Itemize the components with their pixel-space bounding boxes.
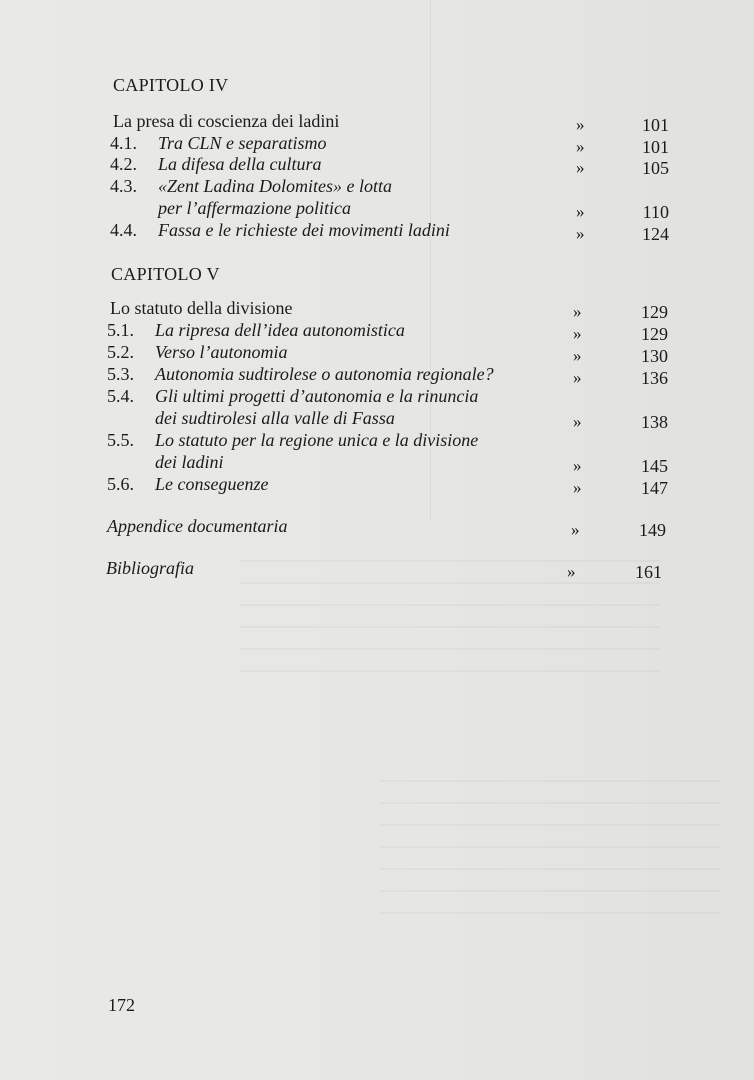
toc-entry — [0, 364, 754, 386]
toc-entry-title: dei sudtirolesi alla valle di Fassa — [155, 408, 395, 428]
toc-entry-title: La difesa della cultura — [158, 154, 322, 174]
toc-entry-bibliography — [0, 558, 754, 580]
toc-separator: » — [576, 158, 585, 177]
toc-entry — [0, 154, 754, 176]
page-number-footer: 172 — [108, 995, 135, 1015]
toc-entry — [0, 342, 754, 364]
toc-entry-title: Lo statuto della divisione — [110, 298, 293, 318]
toc-entry-title: Le conseguenze — [155, 474, 269, 494]
toc-section-number: 5.3. — [107, 364, 134, 384]
toc-page-number: 129 — [641, 324, 668, 344]
chapter-heading: CAPITOLO IV — [113, 75, 229, 95]
toc-entry-title: Fassa e le richieste dei movimenti ladini — [158, 220, 450, 240]
chapter-heading: CAPITOLO V — [111, 264, 220, 284]
toc-page-number: 161 — [635, 562, 662, 582]
toc-entry-title: Lo statuto per la regione unica e la divisione — [155, 430, 479, 450]
toc-separator: » — [573, 346, 582, 365]
toc-entry-title: per l’affermazione politica — [158, 198, 351, 218]
toc-separator: » — [567, 562, 576, 581]
toc-entry-title: Verso l’autonomia — [155, 342, 288, 362]
toc-page-number: 136 — [641, 368, 668, 388]
toc-separator: » — [573, 368, 582, 387]
toc-entry — [0, 386, 754, 408]
toc-entry — [0, 176, 754, 198]
toc-entry — [0, 133, 754, 155]
toc-section-number: 5.1. — [107, 320, 134, 340]
bleed-through-block — [380, 780, 720, 920]
toc-entry-title: Gli ultimi progetti d’autonomia e la rinuncia — [155, 386, 479, 406]
toc-separator: » — [573, 412, 582, 431]
toc-separator: » — [573, 456, 582, 475]
toc-page-number: 147 — [641, 478, 668, 498]
toc-separator: » — [576, 137, 585, 156]
toc-page-number: 149 — [639, 520, 666, 540]
toc-section-number: 4.3. — [110, 176, 137, 196]
toc-page-number: 129 — [641, 302, 668, 322]
toc-entry — [0, 430, 754, 452]
toc-page-number: 130 — [641, 346, 668, 366]
toc-entry-continuation — [0, 452, 754, 474]
toc-separator: » — [576, 224, 585, 243]
toc-section-number: 5.2. — [107, 342, 134, 362]
toc-separator: » — [576, 115, 585, 134]
toc-entry-title: La presa di coscienza dei ladini — [113, 111, 340, 131]
toc-page-number: 110 — [642, 202, 669, 222]
toc-section-number: 4.1. — [110, 133, 137, 153]
toc-page-number: 101 — [642, 137, 669, 157]
toc-entry-title: dei ladini — [155, 452, 224, 472]
toc-entry — [0, 474, 754, 496]
toc-entry-title: Tra CLN e separatismo — [158, 133, 327, 153]
toc-entry-title: Autonomia sudtirolese o autonomia regionale? — [155, 364, 494, 384]
toc-section-number: 5.4. — [107, 386, 134, 406]
toc-section-number: 4.2. — [110, 154, 137, 174]
toc-entry — [0, 298, 754, 320]
toc-entry-continuation — [0, 198, 754, 220]
toc-separator: » — [573, 478, 582, 497]
toc-separator: » — [573, 302, 582, 321]
toc-entry-title: Bibliografia — [106, 558, 195, 578]
toc-section-number: 4.4. — [110, 220, 137, 240]
toc-entry — [0, 320, 754, 342]
toc-entry-appendix — [0, 516, 754, 538]
toc-page-number: 124 — [642, 224, 669, 244]
toc-entry-title: La ripresa dell’idea autonomistica — [155, 320, 405, 340]
toc-separator: » — [571, 520, 580, 539]
toc-section-number: 5.5. — [107, 430, 134, 450]
toc-separator: » — [576, 202, 585, 221]
toc-page-number: 101 — [642, 115, 669, 135]
toc-entry-title: Appendice documentaria — [107, 516, 288, 536]
toc-section-number: 5.6. — [107, 474, 134, 494]
toc-page-number: 105 — [642, 158, 669, 178]
toc-entry — [0, 111, 754, 133]
toc-entry — [0, 220, 754, 242]
toc-entry-continuation — [0, 408, 754, 430]
toc-page-number: 138 — [641, 412, 668, 432]
toc-page-number: 145 — [641, 456, 668, 476]
toc-entry-title: «Zent Ladina Dolomites» e lotta — [158, 176, 392, 196]
toc-separator: » — [573, 324, 582, 343]
